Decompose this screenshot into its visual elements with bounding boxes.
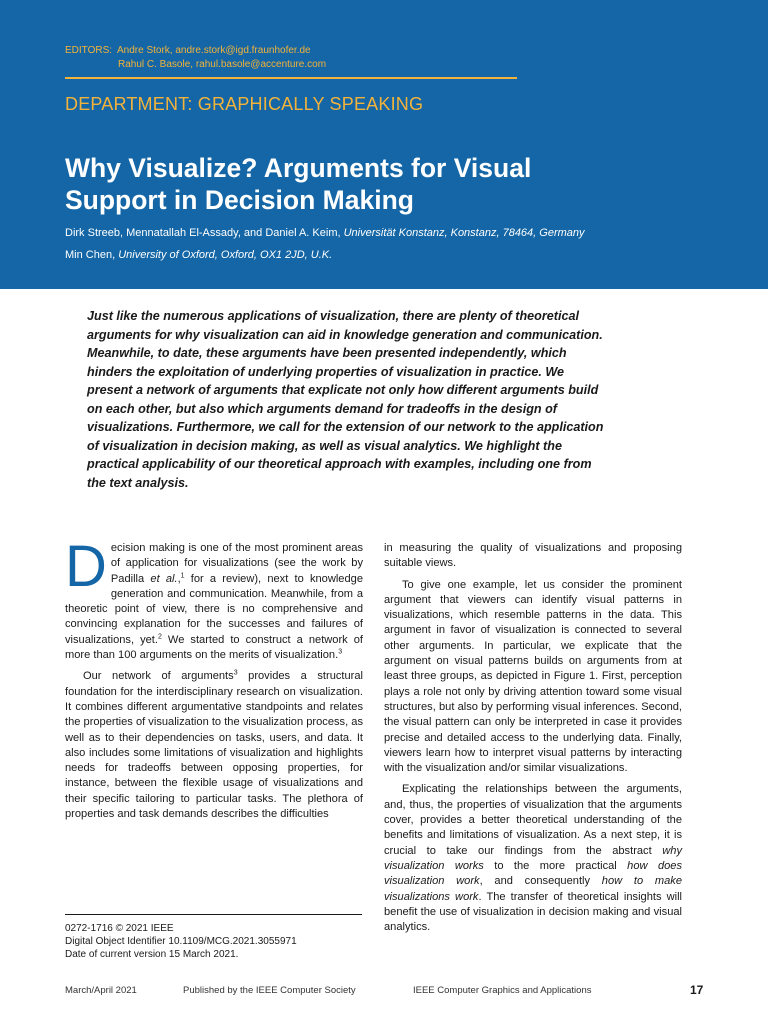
authors-line-2 (65, 249, 332, 261)
editor-2: Rahul C. Basole, rahul.basole@accenture.com (118, 59, 327, 70)
text-span: et al. (150, 572, 178, 585)
editor-1: Andre Stork, andre.stork@igd.fraunhofer.de (117, 45, 311, 56)
footer-publisher: Published by the IEEE Computer Society (183, 985, 356, 996)
authors-2-affiliation: University of Oxford, Oxford, OX1 2JD, U.K. (118, 249, 333, 261)
authors-2-names: Min Chen, (65, 249, 116, 261)
text-span: . The transfer of theoretical insights will benefit the use of visualization in decision making and visual analytics. (384, 890, 683, 934)
citation-ref: 3 (233, 669, 238, 677)
text-span: how to make visualizations work (384, 875, 682, 903)
paragraph-4 (384, 782, 682, 935)
footnote-block (65, 922, 297, 961)
text-span: how does visualization work (384, 859, 682, 888)
footnote-rule (65, 914, 362, 915)
page-number: 17 (690, 983, 704, 997)
editors-label: EDITORS: (65, 45, 113, 56)
article-title (65, 152, 715, 216)
header-banner (0, 0, 768, 289)
text-span: to the more practical (483, 859, 628, 872)
authors-1-affiliation: Universität Konstanz, Konstanz, 78464, Germany (343, 227, 585, 239)
citation-ref: 2 (157, 633, 162, 641)
paragraph-3: To give one example, let us consider the prominent argument that viewers can identify visual patterns in visualizations, which resemble patterns in the data. This argument in favor of visualization is connected to several other arguments. In particular, we explicate that the argument on visual patterns builds on arguments from at least three groups, as depicted in Figure 1. First, perception plays a role not only by driving attention toward some visual structures, but also by performing visual inferences. Second, the visual pattern can only be interpreted in case it provides precise and detailed access to the underlying data. Finally, viewers learn how to interpret visual patterns by interacting with the visualization and/or similar visualizations. (384, 578, 682, 775)
left-column (65, 534, 363, 828)
header-rule (65, 77, 517, 79)
abstract: Just like the numerous applications of visualization, there are plenty of theoretical arguments for why visualization can aid in knowledge generation and communication. Meanwhile, to date, these arguments have been presented independently, which hinders the exploitation of underlying properties of visualization in practice. We present a network of arguments that explicate not only how different arguments build on each other, but also which arguments demand for tradeoffs in the design of visualizations. Furthermore, we call for the extension of our network to the application of visualization in decision making, as well as visual analytics. We highlight the practical applicability of our theoretical approach with examples, including one from the text analysis. (87, 309, 604, 490)
footer-journal: IEEE Computer Graphics and Applications (413, 985, 592, 996)
title-line-1: Why Visualize? Arguments for Visual (65, 153, 532, 183)
text-span: Our network of arguments (83, 670, 234, 683)
paragraph-continued: in measuring the quality of visualizations and proposing suitable views. (384, 542, 682, 570)
drop-cap: D (65, 534, 107, 599)
text-span: why visualization works (384, 844, 682, 872)
copyright-line: 0272-1716 © 2021 IEEE (65, 923, 174, 934)
editors-block (65, 44, 326, 72)
text-span: for a review), next to knowledge generation and communication. Meanwhile, from a theoretic point of view, there is no comprehensive and convincing explanation for the successes and failures of visualizations, yet. (65, 572, 363, 646)
text-span: We started to construct a network of more than 100 arguments on the merits of visualization. (65, 633, 363, 662)
authors-line-1 (65, 227, 585, 239)
citation-ref: 1 (180, 571, 185, 579)
date-line: Date of current version 15 March 2021. (65, 949, 239, 960)
footer-date: March/April 2021 (65, 985, 137, 996)
citation-ref: 3 (338, 648, 343, 656)
title-line-2: Support in Decision Making (65, 185, 414, 215)
text-span: ecision making is one of the most prominent areas of application for visualizations (see the work by Padilla (110, 542, 363, 585)
text-span: provides a structural foundation for the interdisciplinary research on visualization. It combines different argumentative standpoints and relates the properties of visualization to the visualization process, as well as to their dependencies on tasks, users, and data. It also includes some limitations of visualization and highlights needs for tradeoffs between opposing properties, for instance, between the flexible usage of visualizations and their specific tailoring to particular tasks. The plethora of properties and task demands describes the difficulties (65, 670, 363, 821)
authors-1-names: Dirk Streeb, Mennatallah El-Assady, and Daniel A. Keim, (65, 227, 341, 239)
right-column (384, 541, 682, 941)
paragraph-1: Decision making is one of the most prominent areas of application for visualizations (see the work by Padilla et al.,$^1$ for a review), next to knowledge generation and communication. Meanwhile, from a theoretic point of view, there is no comprehensive and convincing explanation for the successes and failures of visualizations, yet.$^2$ We started to construct a network of more than 100 arguments on the merits of visualization.$^3$ (65, 534, 363, 662)
paragraph-2 (65, 669, 363, 822)
department-label: DEPARTMENT: GRAPHICALLY SPEAKING (65, 94, 424, 114)
text-span: Explicating the relationships between the arguments, and, thus, the properties of visualization that the arguments cover, provides a better theoretical understanding of the benefits and limitations of visualization. As a next step, it is crucial to take our findings from the abstract (384, 783, 682, 857)
doi-line: Digital Object Identifier 10.1109/MCG.2021.3055971 (65, 936, 297, 947)
text-span: , and consequently (479, 875, 602, 888)
